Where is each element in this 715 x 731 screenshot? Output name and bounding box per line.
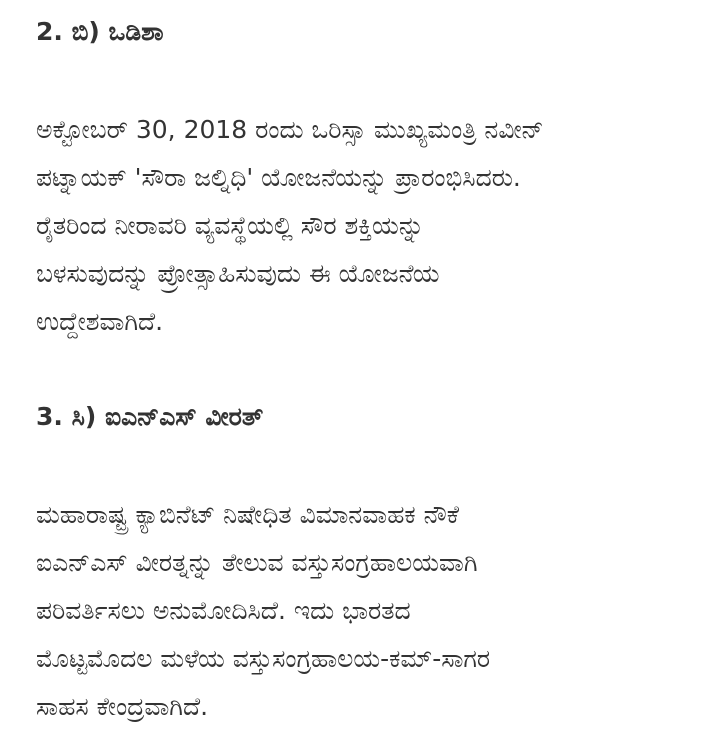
answer-paragraph-c [36,491,490,731]
paragraph-line: ಮಹಾರಾಷ್ಟ್ರ ಕ್ಯಾಬಿನೆಟ್ ನಿಷೇಧಿತ ವಿಮಾನವಾಹಕ ನೌಕೆ [36,500,460,529]
paragraph-line: ಐಎನ್ಎಸ್ ವೀರತ್ನನ್ನು ತೇಲುವ ವಸ್ತುಸಂಗ್ರಹಾಲಯವಾಗಿ [36,548,478,577]
paragraph-line: ಪರಿವರ್ತಿಸಲು ಅನುಮೋದಿಸಿದೆ. ಇದು ಭಾರತದ [36,596,411,625]
paragraph-line: ಉದ್ದೇಶವಾಗಿದೆ. [36,307,164,336]
answer-heading-b: 2. ಬಿ) ಒಡಿಶಾ [36,17,164,46]
paragraph-line: ರೈತರಿಂದ ನೀರಾವರಿ ವ್ಯವಸ್ಥೆಯಲ್ಲಿ ಸೌರ ಶಕ್ತಿಯನ್ನು [36,211,425,240]
answer-heading-c: 3. ಸಿ) ಐಎನ್ಎಸ್ ವೀರತ್ [36,402,264,431]
paragraph-line: ಪಟ್ನಾಯಕ್ 'ಸೌರಾ ಜಲ್ನಿಧಿ' ಯೋಜನೆಯನ್ನು ಪ್ರಾರಂಭಿಸಿದರು. [36,163,521,192]
paragraph-line: ಬಳಸುವುದನ್ನು ಪ್ರೋತ್ಸಾಹಿಸುವುದು ಈ ಯೋಜನೆಯ [36,259,440,288]
paragraph-line: ಸಾಹಸ ಕೇಂದ್ರವಾಗಿದೆ. [36,692,209,721]
paragraph-line: ಮೊಟ್ಟಮೊದಲ ಮಳೆಯ ವಸ್ತುಸಂಗ್ರಹಾಲಯ-ಕಮ್-ಸಾಗರ [36,644,491,673]
answer-paragraph-b [36,106,544,346]
paragraph-line: ಅಕ್ಟೋಬರ್ 30, 2018 ರಂದು ಒರಿಸ್ಸಾ ಮುಖ್ಯಮಂತ್ರಿ ನವೀನ್ [36,115,544,144]
